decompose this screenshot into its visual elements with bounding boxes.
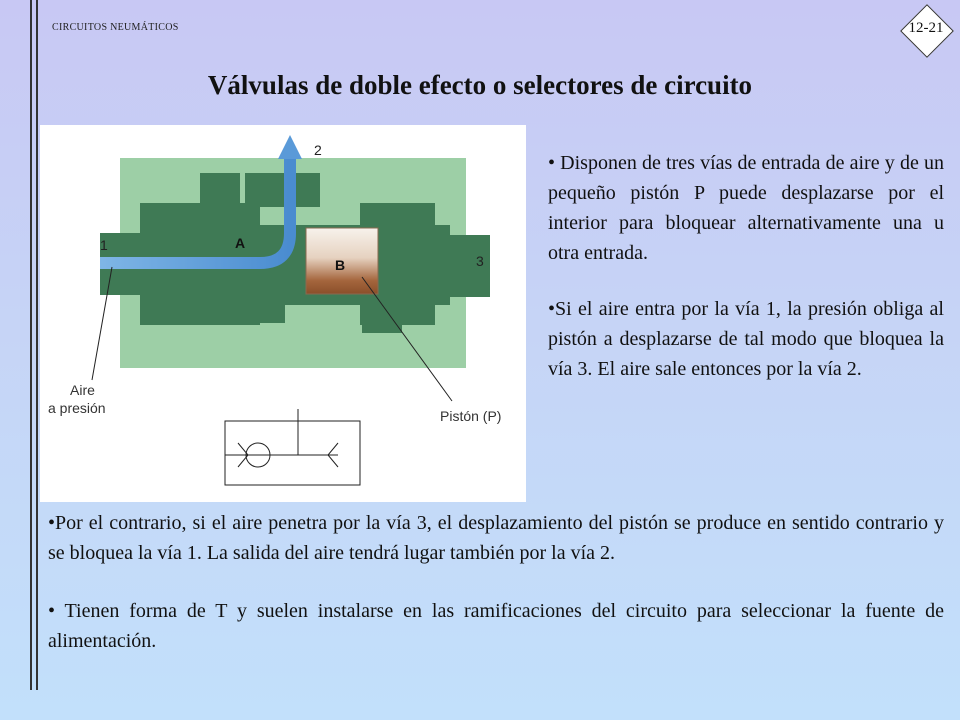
right-paragraph-1: • Disponen de tres vías de entrada de aire y de un pequeño pistón P puede desplazarse por el interior para bloquear alternativamente una u otra entrada. (548, 152, 944, 264)
page-title: Válvulas de doble efecto o selectores de circuito (207, 70, 753, 100)
port-2-label: 2 (314, 142, 322, 158)
section-label: CIRCUITOS NEUMÁTICOS (52, 22, 179, 33)
valve-figure (40, 125, 526, 502)
bottom-paragraph-2: • Tienen forma de T y suelen instalarse en las ramificaciones del circuito para seleccionar la fuente de alimentación. (48, 600, 944, 652)
air-label-line1: Aire (70, 382, 95, 398)
left-border-line (30, 0, 32, 690)
piston-label: Pistón (P) (440, 408, 502, 424)
air-label-line2: a presión (48, 400, 106, 416)
arrow-head-icon (278, 135, 302, 159)
left-border-line-inner (36, 0, 38, 690)
right-paragraph-2: •Si el aire entra por la vía 1, la presión obliga al pistón a desplazarse de tal modo que bloquea la vía 3. El aire sale entonces por la vía 2. (548, 298, 944, 380)
port-3-label: 3 (476, 253, 484, 269)
chamber-a-label: A (235, 235, 246, 251)
valve-symbol (225, 409, 360, 485)
page-number: 12-21 (908, 20, 944, 36)
port-1-label: 1 (100, 237, 108, 253)
valve-diagram (40, 125, 526, 502)
bottom-text-block (48, 508, 944, 684)
right-text-column (548, 148, 944, 410)
bottom-paragraph-1: •Por el contrario, si el aire penetra por la vía 3, el desplazamiento del pistón se produce en sentido contrario y se bloquea la vía 1. La salida del aire tendrá lugar también por la vía 2. (48, 512, 944, 564)
page-number-badge (898, 2, 954, 58)
chamber-b-label: B (335, 257, 346, 273)
